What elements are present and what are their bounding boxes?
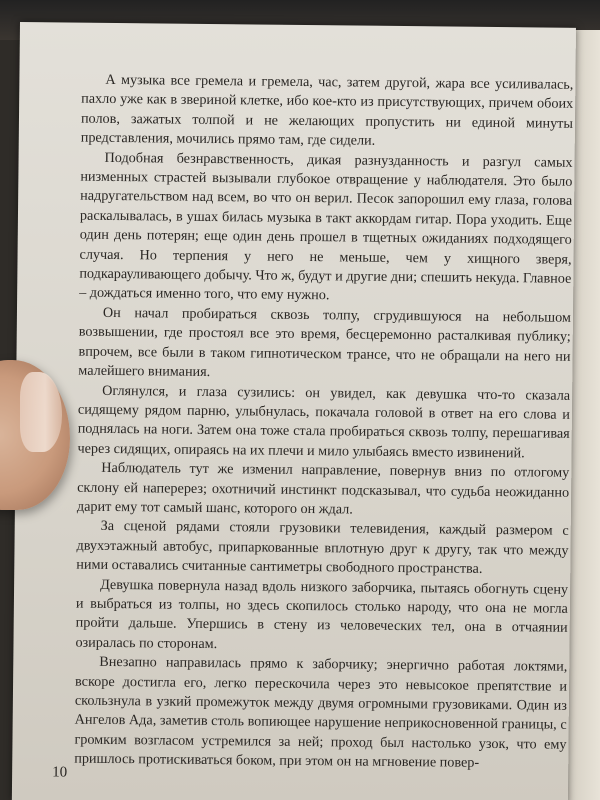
paragraph: Оглянулся, и глаза сузились: он увидел, как девушка что-то сказала сидящему рядом парню, улыбнулась, покачала головой в ответ на его слова и поднялась на ноги. Затем она тоже стала пробираться сквозь толпу, перешагивая через сидящих, опираясь на их плечи и мило улыбаясь вместо извинений.: [77, 382, 571, 462]
paragraph: Подобная безнравственность, дикая разнузданность и разгул самых низменных страстей вызывали глубокое отвращение у наблюдателя. Это было надругательством над всем, во что он верил. Песок запорошил ему глаза, голова раскалывалась, в ушах билась музыка в такт аккордам гитар. Пора уходить. Еще один день потерян; еще один день прошел в тщетных ожиданиях подходящего случая. Но терпения у него не меньше, чем у хищного зверя, подкарауливающего добычу. Что ж, будут и другие дни; спешить некуда. Главное – дождаться именно того, что ему нужно.: [79, 149, 573, 304]
paragraph: А музыка все гремела и гремела, час, затем другой, жара все усиливалась, пахло уже как в звериной клетке, ибо кое-кто из присутствующих, причем обоих полов, зажатых толпой и не желающих пропустить ни единой минуты представления, мочились прямо там, где сидели.: [80, 71, 574, 149]
paragraph: За сценой рядами стояли грузовики телевидения, каждый размером с двухэтажный автобус, припаркованные вплотную друг к другу, так что между ними оставались считанные сантиметры свободного пространства.: [76, 518, 569, 578]
page-number: 10: [52, 764, 68, 781]
page-text: [74, 71, 573, 775]
paragraph: Внезапно направилась прямо к заборчику; энергично работая локтями, вскоре достигла его, легко перескочила через это невысокое препятствие и скользнула в узкий промежуток между двумя огромными грузовиками. Один из Ангелов Ада, заметив столь вопиющее нарушение неприкосновенной границы, с громким возгласом устремился за ней; проход был настолько узок, что ему пришлось протискиваться боком, при этом он на мгновение повер-: [74, 654, 568, 772]
paragraph: Девушка повернула назад вдоль низкого заборчика, пытаясь обогнуть сцену и выбраться из толпы, но здесь скопилось столько народу, что она не могла пройти дальше. Упершись в стену из человеческих тел, она в отчаянии озиралась по сторонам.: [75, 576, 569, 652]
book-page: [12, 22, 576, 800]
paragraph: Он начал пробираться сквозь толпу, сгрудившуюся на небольшом возвышении, где простоял все это время, бесцеремонно расталкивая публику; впрочем, все были в таком гипнотическом трансе, что не обращали на него ни малейшего внимания.: [78, 304, 572, 381]
paragraph: Наблюдатель тут же изменил направление, повернув вниз по отлогому склону ей наперерез; охотничий инстинкт подсказывал, что судьба неожиданно дарит ему тот самый шанс, которого он ждал.: [76, 460, 570, 518]
